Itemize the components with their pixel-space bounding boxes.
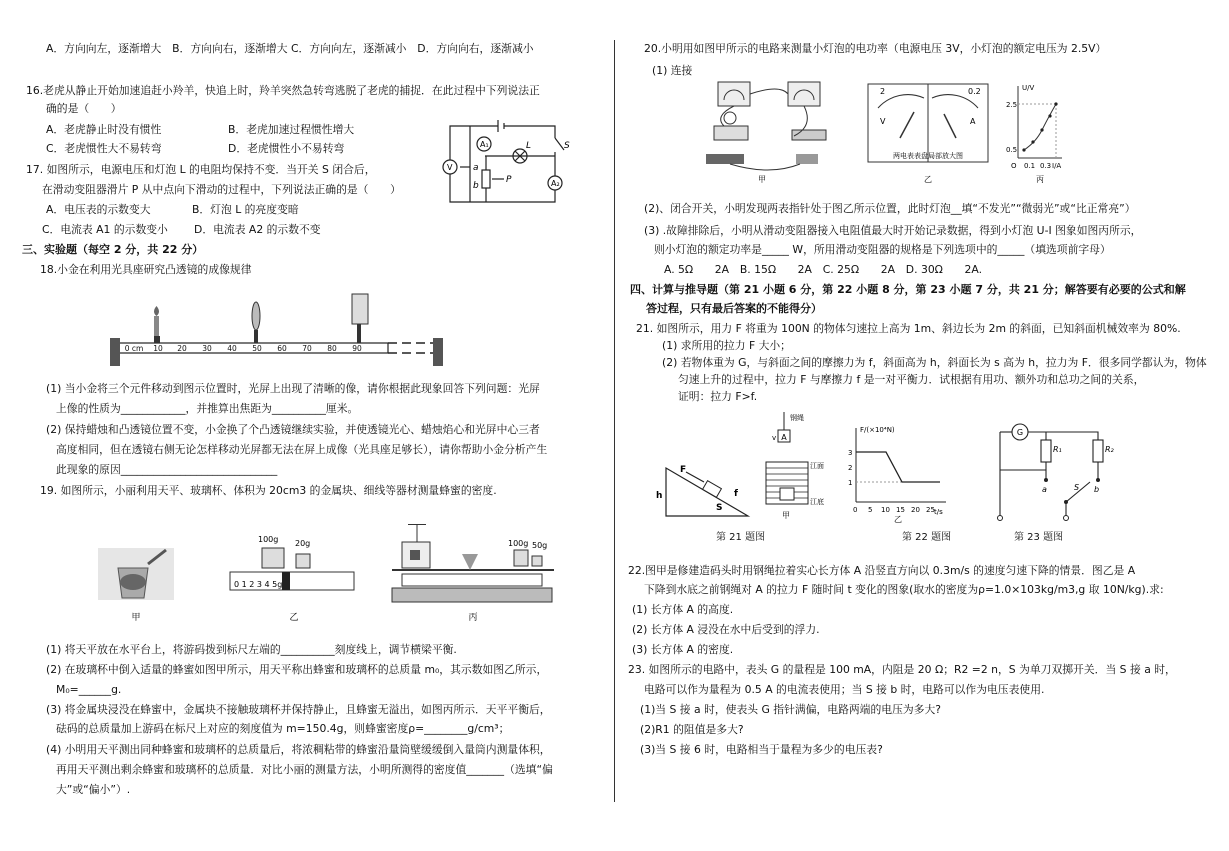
q22-y-2: 2 <box>848 464 853 472</box>
circuit-label-a2: A₂ <box>551 179 560 188</box>
q20-graph-05: 0.5 <box>1006 146 1018 154</box>
q19-fig-jia: 甲 <box>131 613 141 623</box>
q19-balance-figures <box>96 524 558 624</box>
q21-part2-cont: 匀速上升的过程中，拉力 F 与摩擦力 f 是一对平衡力．试根据有用功、额外功和总功之间的关系， <box>678 373 1145 386</box>
q15-options: A．方向向左，逐渐增大 B．方向向右，逐渐增大 C．方向向左，逐渐减小 D．方向向右，逐渐减小 <box>46 42 534 55</box>
bench-tick-0: 0 cm <box>124 344 144 353</box>
q21-label-s: S <box>716 503 723 513</box>
q19-part4-cont: 再用天平测出剩余蜂蜜和玻璃杯的总质量．对比小丽的测量方法，小明所测得的密度值_______（选填“偏 <box>56 763 553 776</box>
q18-part2-cont2: 此现象的原因_____________________________ <box>56 463 278 476</box>
q23-label-g: G <box>1016 428 1024 437</box>
q20-meter-a: A <box>970 117 976 126</box>
circuit-label-a1: A₁ <box>480 140 489 149</box>
q20-graph-03: 0.3 <box>1040 162 1052 170</box>
q22-x-10: 10 <box>881 506 890 514</box>
q19-weight-20g: 20g <box>295 539 311 548</box>
q17-stem-cont: 在滑动变阻器滑片 P 从中点向下滑动的过程中，下列说法正确的是（ ） <box>42 183 401 196</box>
circuit-label-v: V <box>447 163 453 172</box>
bench-tick-90: 90 <box>352 344 362 353</box>
q22-stem: 22.图甲是修建造码头时用钢绳拉着实心长方体 A 沿竖直方向以 0.3m/s 的速度匀速下降的情景．图乙是 A <box>628 564 1136 577</box>
q17-option-d: D．电流表 A2 的示数不变 <box>194 223 321 236</box>
q16-stem: 16.老虎从静止开始加速追赶小羚羊，快追上时，羚羊突然急转弯逃脱了老虎的捕捉．在此过程中下列说法正 <box>26 84 540 97</box>
q22-x-label: t/s <box>934 508 943 516</box>
q21-part2: (2) 若物体重为 G，与斜面之间的摩擦力为 f，斜面高为 h，斜面长为 s 高为 h，拉力为 F．很多同学都认为，物体 <box>662 356 1207 369</box>
q19-weight-100g: 100g <box>258 535 279 544</box>
q22-force-time-chart <box>848 426 946 524</box>
q22-part2: (2) 长方体 A 浸没在水中后受到的浮力. <box>632 623 820 636</box>
q22-y-3: 3 <box>848 449 853 457</box>
bench-tick-60: 60 <box>277 344 287 353</box>
q23-label-r1: R₁ <box>1053 445 1062 454</box>
q20-fig-jia: 甲 <box>758 175 766 184</box>
q23-stem: 23. 如图所示的电路中，表头 G 的量程是 100 mA，内阻是 20 Ω；R2 =2 n，S 为单刀双掷开关．当 S 接 a 时， <box>628 663 1176 676</box>
q20-options: A. 5Ω 2A B. 15Ω 2A C. 25Ω 2A D. 30Ω 2A. <box>664 263 983 276</box>
q23-part2: (2)R1 的阻值是多大? <box>640 723 744 736</box>
q18-stem: 18.小金在利用光具座研究凸透镜的成像规律 <box>40 263 252 276</box>
q19-stem: 19. 如图所示，小丽利用天平、玻璃杯、体积为 20cm3 的金属块、细线等器材测量蜂蜜的密度. <box>40 484 497 497</box>
q23-label-s: S <box>1074 483 1080 492</box>
section-4-heading: 四、计算与推导题（第 21 小题 6 分，第 22 小题 8 分，第 23 小题 7 分，共 21 分；解答要有必要的公式和解 <box>630 283 1186 296</box>
q20-meter-02: 0.2 <box>968 87 981 96</box>
q17-option-a: A．电压表的示数变大 <box>46 203 151 216</box>
q23-label-r2: R₂ <box>1105 445 1114 454</box>
q22-x-20: 20 <box>911 506 920 514</box>
q20-part1: (1) 连接 <box>652 64 693 77</box>
q22-part3: (3) 长方体 A 的密度. <box>632 643 734 656</box>
q19-part4: (4) 小明用天平测出同种蜂蜜和玻璃杯的总质量后，将浓稠粘带的蜂蜜沿量筒壁缓缓倒入量筒内测量体积， <box>46 743 551 756</box>
q20-part3-cont: 则小灯泡的额定功率是_____ W，所用滑动变阻器的规格是下列选项中的_____（填选项前字母） <box>654 243 1111 256</box>
q21-caption: 第 21 题图 <box>716 532 766 543</box>
q23-part1: (1)当 S 接 a 时，使表头 G 指针满偏，电路两端的电压为多大? <box>640 703 941 716</box>
q22-x-15: 15 <box>896 506 905 514</box>
q22-caption: 第 22 题图 <box>902 532 952 543</box>
q23-label-b: b <box>1094 485 1100 494</box>
q22-y-label: F/(×10⁴N) <box>860 426 895 434</box>
q22-river-bottom: 江底 <box>810 498 824 506</box>
q22-y-1: 1 <box>848 479 853 487</box>
bench-tick-50: 50 <box>252 344 262 353</box>
q22-steel-rope: 钢绳 <box>790 414 804 422</box>
q22-fig-jia: 甲 <box>782 511 790 520</box>
q19-fig-yi: 乙 <box>289 613 299 623</box>
q19-fig-bing: 丙 <box>468 613 478 623</box>
column-divider <box>614 40 615 802</box>
q17-circuit-diagram <box>440 118 575 206</box>
q23-part3: (3)当 S 接 6 时，电路相当于量程为多少的电压表? <box>640 743 883 756</box>
q19-weight-50g: 50g <box>532 541 548 550</box>
q19-part2: (2) 在玻璃杯中倒入适量的蜂蜜如图甲所示，用天平称出蜂蜜和玻璃杯的总质量 m₀，其示数如图乙所示， <box>46 663 548 676</box>
q20-graph-ia: I/A <box>1052 162 1062 170</box>
q22-figures <box>762 410 952 524</box>
q22-x-25: 25 <box>926 506 935 514</box>
bench-tick-20: 20 <box>177 344 187 353</box>
q18-part1-cont: 上像的性质为____________，并推算出焦距为__________厘米。 <box>56 402 359 415</box>
q17-stem: 17. 如图所示，电源电压和灯泡 L 的电阻均保持不变．当开关 S 闭合后， <box>26 163 376 176</box>
q23-circuit-figure <box>990 420 1120 524</box>
q22-block-a: A <box>781 433 787 442</box>
q23-caption: 第 23 题图 <box>1014 532 1064 543</box>
q20-fig-yi: 乙 <box>924 175 932 184</box>
section-3-heading: 三、实验题（每空 2 分，共 22 分） <box>22 243 204 256</box>
section-4-heading-cont: 答过程，只有最后答案的不能得分） <box>646 302 822 315</box>
q21-label-h: h <box>656 491 663 501</box>
q21-part2-cont2: 证明：拉力 F>f. <box>678 390 758 403</box>
q21-part1: (1) 求所用的拉力 F 大小； <box>662 339 791 352</box>
q19-part1: (1) 将天平放在水平台上，将游码拨到标尺左端的__________刻度线上，调节横梁平衡. <box>46 643 457 656</box>
q20-part2: (2)、闭合开关，小明发现两表指针处于图乙所示位置，此时灯泡__填“不发光”“微弱光”或“比正常亮”） <box>644 202 1136 215</box>
q19-part3: (3) 将金属块浸没在蜂蜜中，金属块不接触玻璃杯并保持静止，且蜂蜜无溢出，如图丙所示．天平平衡后， <box>46 703 551 716</box>
q21-label-f: f <box>734 489 738 499</box>
optical-bench-figure <box>108 288 463 370</box>
bench-tick-70: 70 <box>302 344 312 353</box>
q21-stem: 21. 如图所示，用力 F 将重为 100N 的物体匀速拉上高为 1m、斜边长为 2m 的斜面，已知斜面机械效率为 80%. <box>636 322 1181 335</box>
q20-meter-caption: 两电表表盘局部放大图 <box>893 152 963 160</box>
q22-v: v <box>772 434 777 442</box>
q16-option-b: B．老虎加速过程惯性增大 <box>228 123 355 136</box>
q17-option-c: C．电流表 A1 的示数变小 <box>42 223 168 236</box>
q21-incline-figure <box>652 460 752 522</box>
q18-part1: (1) 当小金将三个元件移动到图示位置时，光屏上出现了清晰的像，请你根据此现象回答下列问题：光屏 <box>46 382 540 395</box>
q18-part2: (2) 保持蜡烛和凸透镜位置不变，小金换了个凸透镜继续实验，并使透镜光心、蜡烛焰心和光屏中心三者 <box>46 423 540 436</box>
q19-weight-100g-b: 100g <box>508 539 529 548</box>
bench-tick-30: 30 <box>202 344 212 353</box>
q22-fig-yi: 乙 <box>894 515 902 524</box>
circuit-label-l: L <box>526 141 532 151</box>
bench-tick-10: 10 <box>153 344 163 353</box>
q19-part2-cont: M₀=______g. <box>56 683 122 696</box>
q23-stem-cont: 电路可以作为量程为 0.5 A 的电流表使用；当 S 接 b 时，电路可以作为电压表使用. <box>644 683 1045 696</box>
q19-part4-cont2: 大”或“偏小”）. <box>56 783 131 796</box>
q16-option-c: C．老虎惯性大不易转弯 <box>46 142 162 155</box>
q20-graph-25: 2.5 <box>1006 101 1018 109</box>
q22-part1: (1) 长方体 A 的高度. <box>632 603 734 616</box>
q20-stem: 20.小明用如图甲所示的电路来测量小灯泡的电功率（电源电压 3V，小灯泡的额定电压为 2.5V） <box>644 42 1107 55</box>
q16-option-a: A．老虎静止时没有惯性 <box>46 123 162 136</box>
q21-label-f-cap: F <box>680 465 687 475</box>
circuit-label-s: S <box>564 141 570 151</box>
q20-fig-bing: 丙 <box>1036 175 1044 184</box>
q23-label-a: a <box>1042 485 1047 494</box>
q16-option-d: D．老虎惯性小不易转弯 <box>228 142 345 155</box>
q18-part2-cont: 高度相同，但在透镜右侧无论怎样移动光屏都无法在屏上成像（光具座足够长），请你帮助小金分析产生 <box>56 443 548 456</box>
q20-graph-uv: U/V <box>1022 84 1035 92</box>
q20-meter-2: 2 <box>880 87 886 96</box>
q16-stem-cont: 确的是（ ） <box>46 102 122 115</box>
bench-tick-40: 40 <box>227 344 237 353</box>
q20-graph-01: 0.1 <box>1024 162 1036 170</box>
bench-tick-80: 80 <box>327 344 337 353</box>
q19-part3-cont: 砝码的总质量加上游码在标尺上对应的刻度值为 m=150.4g，则蜂蜜密度ρ=________g/cm³； <box>56 722 510 735</box>
q20-part3: (3) .故障排除后，小明从滑动变阻器接入电阻值最大时开始记录数据，得到小灯泡 U-I 图象如图丙所示， <box>644 224 1142 237</box>
circuit-label-b: b <box>473 181 479 191</box>
q22-x-5: 5 <box>868 506 873 514</box>
circuit-label-a: a <box>473 163 479 173</box>
q17-option-b: B．灯泡 L 的亮度变暗 <box>192 203 299 216</box>
q20-meter-v: V <box>880 117 886 126</box>
q22-x-0: 0 <box>853 506 858 514</box>
q22-stem-cont: 下降到水底之前钢绳对 A 的拉力 F 随时间 t 变化的图象(取水的密度为ρ=1.0×103kg/m3,g 取 10N/kg).求: <box>644 583 1164 596</box>
circuit-label-p: P <box>506 175 512 185</box>
q20-graph-o: O <box>1011 162 1017 170</box>
q19-ruler-scale: 0 1 2 3 4 5g <box>234 580 283 589</box>
q20-figures <box>700 78 1070 186</box>
q22-river-surface: 江面 <box>810 462 824 470</box>
